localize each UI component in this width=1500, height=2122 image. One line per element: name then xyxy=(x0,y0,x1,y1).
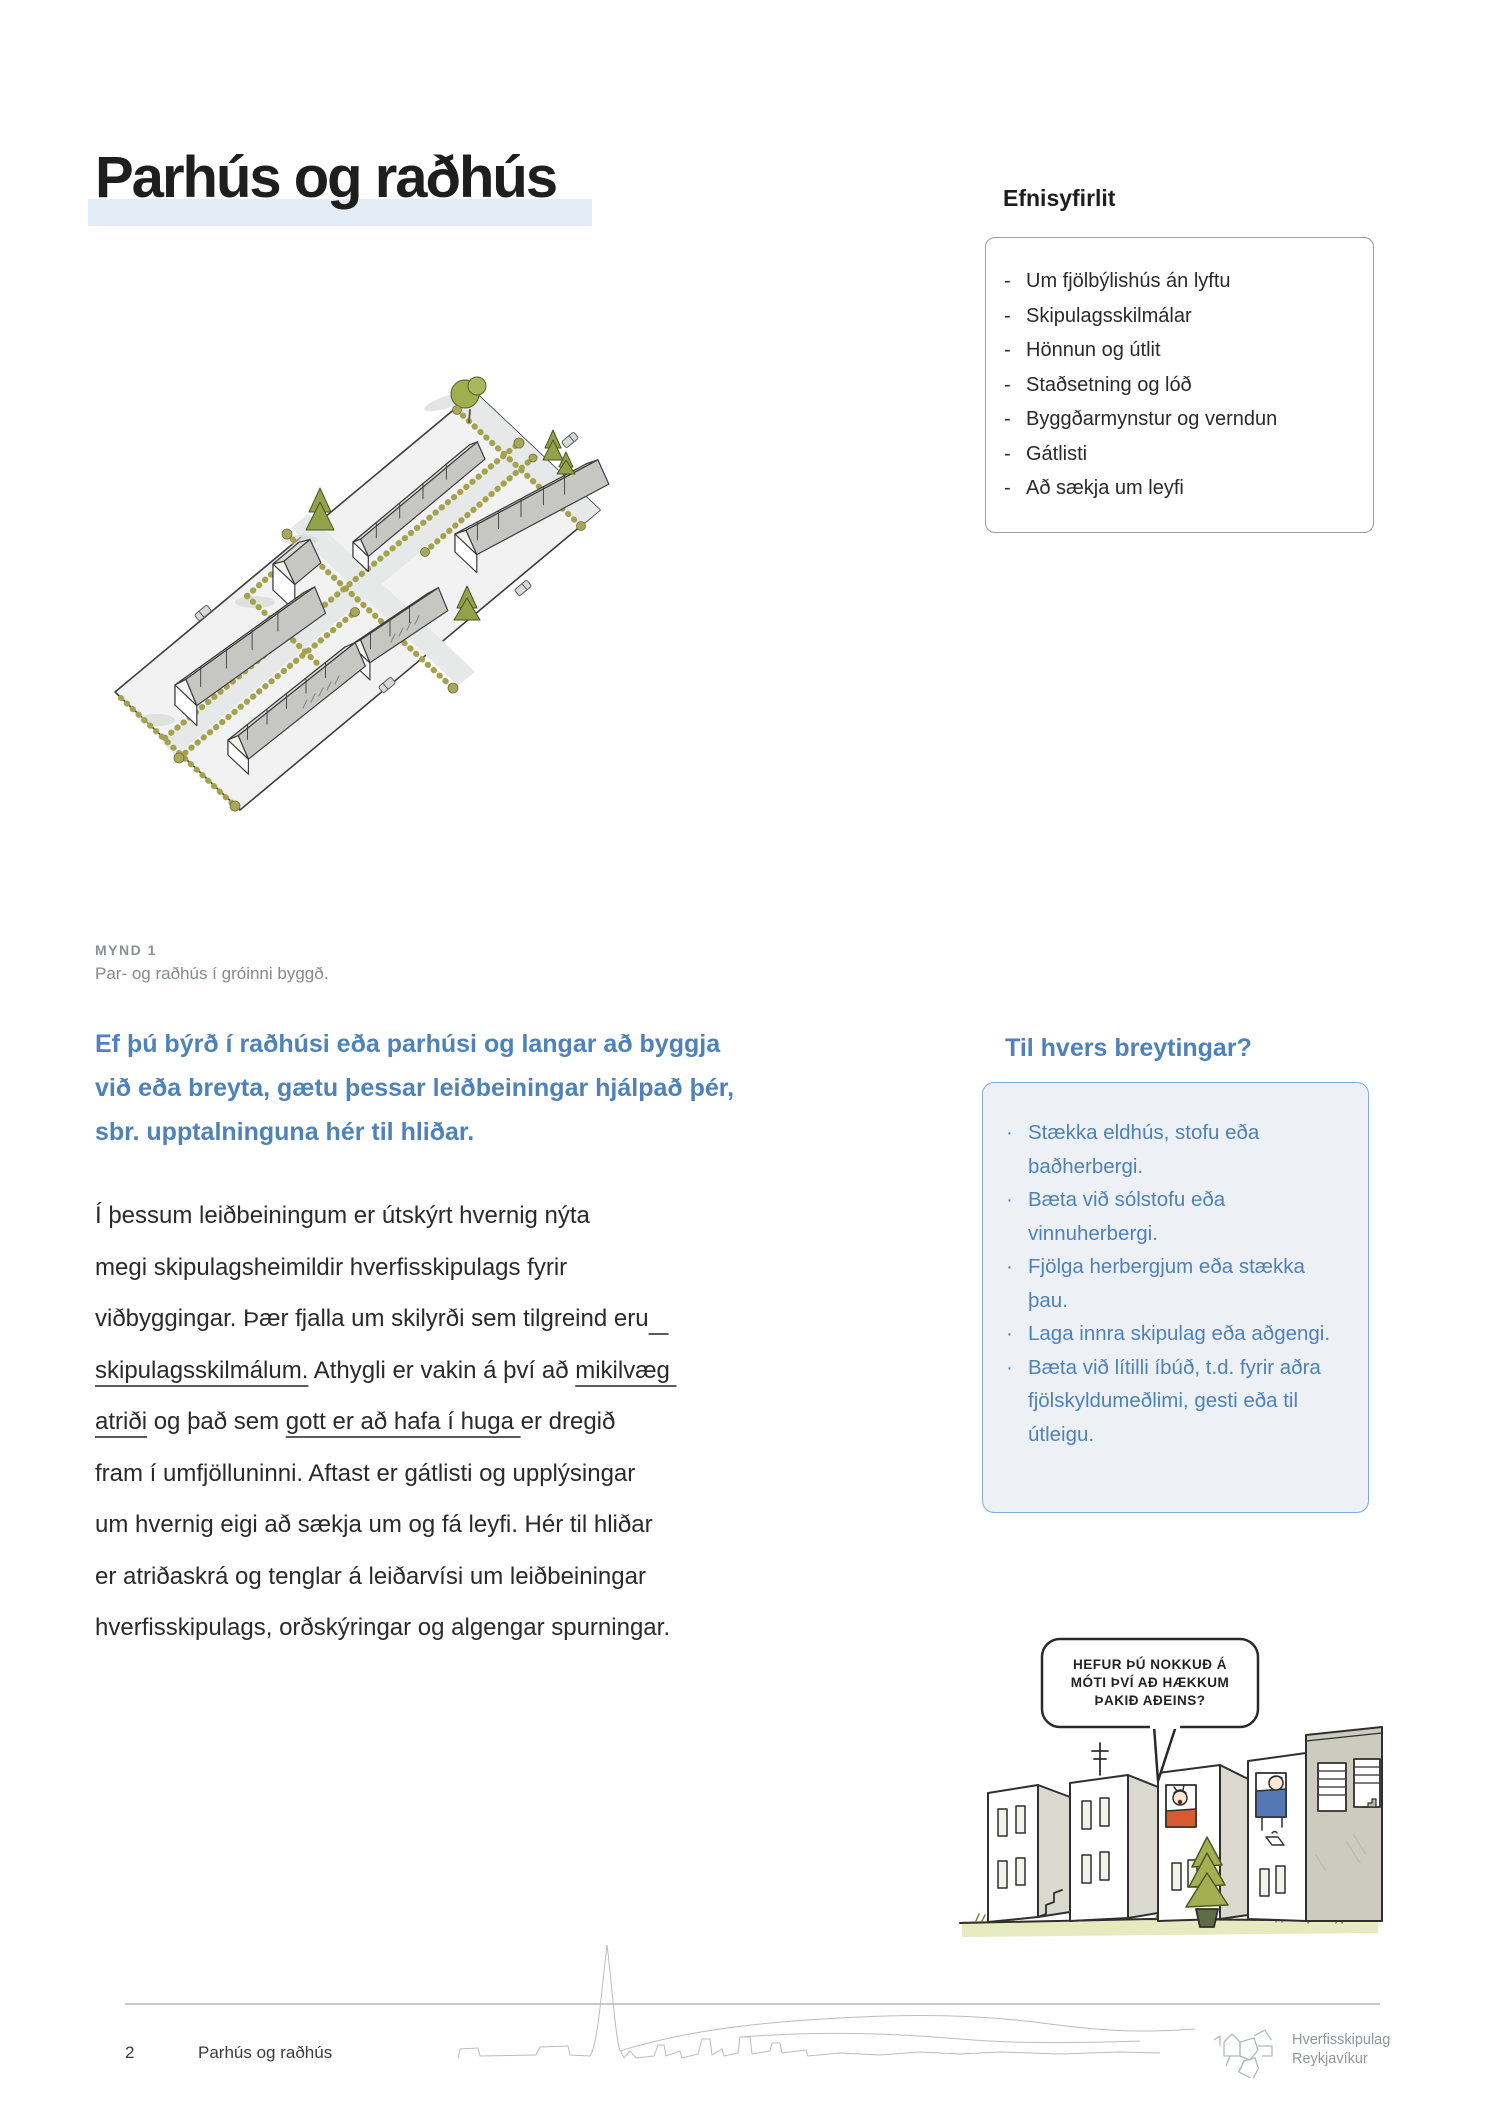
sidebar-item-label: Laga innra skipulag eða aðgengi. xyxy=(1028,1322,1331,1345)
toc-item-label: Hönnun og útlit xyxy=(1026,339,1161,361)
page-title: Parhús og raðhús xyxy=(95,145,557,210)
toc-item-fjolbylishus[interactable] xyxy=(1004,264,1359,299)
toc-box xyxy=(985,237,1374,533)
body-line xyxy=(95,1499,677,1551)
logo-wordmark xyxy=(1292,2031,1390,2069)
figure-caption: Par- og raðhús í gróinni byggð. xyxy=(95,964,329,983)
sidebar-box xyxy=(982,1082,1369,1513)
link-gott-ad-hafa-i-huga[interactable]: gott er að hafa í huga xyxy=(285,1408,521,1435)
figure-label: MYND 1 xyxy=(95,942,157,958)
intro-line: Ef þú býrð í raðhúsi eða parhúsi og langar að byggja xyxy=(95,1030,721,1058)
toc-item-stadsetning[interactable] xyxy=(1004,368,1359,403)
dot-bullet: · xyxy=(1006,1188,1013,1211)
toc-item-label: Staðsetning og lóð xyxy=(1026,373,1192,396)
toc-item-byggdarmynstur[interactable] xyxy=(1004,402,1359,437)
body-text: megi skipulagsheimildir hverfisskipulags fyrir xyxy=(95,1253,568,1281)
sidebar-item-label: Fjölga herbergjum eða stækka þau. xyxy=(1028,1255,1305,1312)
body-line xyxy=(95,1396,677,1448)
toc-item-skipulagsskilmalar[interactable] xyxy=(1004,299,1359,334)
sidebar-item-label: Stækka eldhús, stofu eða baðherbergi. xyxy=(1028,1121,1260,1178)
sidebar-item xyxy=(1006,1116,1344,1183)
sidebar-heading: Til hvers breytingar? xyxy=(1005,1034,1252,1062)
sidebar-item-label: Bæta við lítilli íbúð, t.d. fyrir aðra fjölskyldumeðlimi, gesti eða til útleigu. xyxy=(1028,1355,1321,1446)
dash-bullet: - xyxy=(1004,270,1011,292)
dash-bullet: - xyxy=(1004,304,1011,327)
body-text: fram í umfjölluninni. Aftast er gátlisti og upplýsingar xyxy=(95,1459,636,1487)
body-line xyxy=(95,1602,677,1654)
body-line xyxy=(95,1190,677,1242)
body-line xyxy=(95,1293,677,1345)
toc-item-label: Byggðarmynstur og verndun xyxy=(1026,408,1278,430)
sidebar-item xyxy=(1006,1317,1344,1351)
rowhouse-cartoon-illustration xyxy=(950,1625,1390,1955)
sidebar-item-label: Bæta við sólstofu eða vinnuherbergi. xyxy=(1028,1188,1226,1245)
dash-bullet: - xyxy=(1004,408,1011,430)
body-line xyxy=(95,1448,677,1500)
speech-line: ÞAKIÐ AÐEINS? xyxy=(1094,1693,1206,1708)
logo-line-2: Reykjavíkur xyxy=(1292,2051,1368,2067)
body-text: er atriðaskrá og tenglar á leiðarvísi um leiðbeiningar xyxy=(95,1562,646,1590)
footer-section-label: Parhús og raðhús xyxy=(198,2043,333,2062)
body-text: viðbyggingar. Þær fjalla um skilyrði sem tilgreind eru xyxy=(95,1305,649,1332)
dot-bullet: · xyxy=(1006,1121,1013,1144)
toc-item-label: Að sækja um leyfi xyxy=(1026,477,1184,499)
sidebar-item xyxy=(1006,1351,1344,1452)
dot-bullet: · xyxy=(1006,1255,1013,1278)
intro-line: sbr. upptalninguna hér til hliðar. xyxy=(95,1118,475,1146)
toc-item-honnun[interactable] xyxy=(1004,333,1359,368)
body-line xyxy=(95,1242,677,1294)
dash-bullet: - xyxy=(1004,477,1011,499)
body-text: Athygli er vakin á því að xyxy=(308,1356,576,1384)
body-text: er dregið xyxy=(520,1408,616,1435)
toc-item-label: Skipulagsskilmálar xyxy=(1026,304,1192,327)
neighborhood-isometric-illustration xyxy=(95,290,815,920)
page-number: 2 xyxy=(125,2043,135,2062)
toc-item-gatlisti[interactable] xyxy=(1004,437,1359,472)
dash-bullet: - xyxy=(1004,442,1011,465)
hverfisskipulag-logo-icon xyxy=(1210,2020,1288,2078)
link-mikilvaeg-atridi-2[interactable]: atriði xyxy=(95,1408,148,1435)
body-text: um hvernig eigi að sækja um og fá leyfi. Hér til hliðar xyxy=(95,1511,653,1538)
body-text: Í þessum leiðbeiningum er útskýrt hvernig nýta xyxy=(95,1202,590,1229)
dash-bullet: - xyxy=(1004,339,1011,361)
body-paragraph xyxy=(95,1190,677,1654)
body-line xyxy=(95,1551,677,1603)
sidebar-item xyxy=(1006,1250,1344,1317)
speech-bubble xyxy=(1042,1639,1258,1781)
link-mikilvaeg-atridi[interactable]: mikilvæg xyxy=(575,1356,677,1384)
dot-bullet: · xyxy=(1006,1355,1013,1379)
speech-line: MÓTI ÞVÍ AÐ HÆKKUM xyxy=(1070,1675,1230,1690)
dash-bullet: - xyxy=(1004,373,1011,396)
toc-item-label: Um fjölbýlishús án lyftu xyxy=(1026,270,1231,292)
link-skipulagsskilmalar[interactable]: skipulagsskilmálum. xyxy=(95,1356,309,1384)
body-text: og það sem xyxy=(147,1408,286,1435)
intro-paragraph xyxy=(95,1022,734,1154)
reykjavik-skyline-sketch xyxy=(440,1925,1200,2075)
speech-line: HEFUR ÞÚ NOKKUÐ Á xyxy=(1072,1657,1228,1672)
dot-bullet: · xyxy=(1006,1322,1013,1345)
body-line xyxy=(95,1345,677,1397)
toc-item-label: Gátlisti xyxy=(1026,442,1088,465)
toc-heading: Efnisyfirlit xyxy=(1003,185,1116,211)
body-text: hverfisskipulags, orðskýringar og algengar spurningar. xyxy=(95,1614,670,1641)
intro-line: við eða breyta, gætu þessar leiðbeiningar hjálpað þér, xyxy=(95,1074,735,1102)
link-skipulagsskilmalar-wrap[interactable] xyxy=(649,1305,669,1332)
toc-item-leyfi[interactable] xyxy=(1004,471,1359,506)
sidebar-item xyxy=(1006,1183,1344,1250)
logo-line-1: Hverfisskipulag xyxy=(1292,2032,1391,2048)
